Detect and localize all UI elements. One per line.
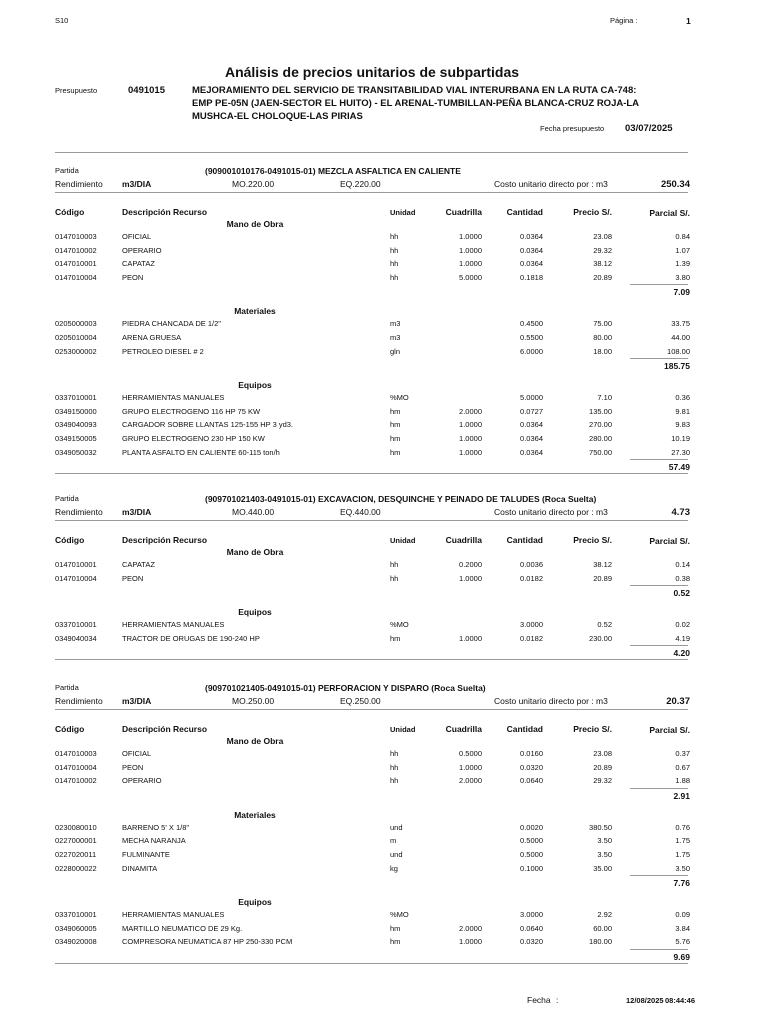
cell-parcial: 44.00: [671, 333, 690, 342]
cell-cantidad: 0.0640: [520, 923, 543, 933]
cell-cantidad: 3.0000: [520, 910, 543, 920]
cell-descripcion: GRUPO ELECTROGENO 230 HP 150 KW: [122, 434, 265, 443]
cell-codigo: 0147010003: [55, 232, 97, 241]
cell-unidad: m3: [390, 333, 401, 342]
cell-unidad: %MO: [390, 910, 409, 920]
cell-codigo: 0147010002: [55, 245, 97, 255]
cell-unidad: hh: [390, 560, 399, 569]
costo-value: 250.34: [660, 179, 690, 190]
mo-value: MO.440.00: [232, 507, 275, 517]
cell-cantidad: 0.5000: [520, 836, 543, 846]
cell-unidad: hm: [390, 420, 401, 430]
cell-cuadrilla: 0.2000: [459, 560, 482, 569]
group-total: 7.09: [673, 287, 690, 298]
col-codigo: Código: [55, 207, 85, 217]
cell-codigo: 0227000001: [55, 836, 97, 846]
cell-parcial: 0.84: [675, 232, 690, 241]
costo-value: 4.73: [671, 507, 690, 518]
rendimiento-label: Rendimiento: [55, 507, 103, 517]
cell-precio: 23.08: [593, 749, 612, 758]
cell-cuadrilla: 1.0000: [459, 573, 482, 583]
cell-cantidad: 0.0364: [520, 245, 543, 255]
group-total-rule: [630, 875, 688, 876]
group-total-rule: [630, 645, 688, 646]
col-parcial: Parcial S/.: [649, 536, 690, 546]
cell-parcial: 9.81: [675, 406, 690, 416]
rendimiento-unit: m3/DIA: [122, 507, 152, 517]
cell-unidad: hh: [390, 232, 399, 241]
eq-value: EQ.220.00: [340, 179, 381, 189]
cell-cuadrilla: 0.5000: [459, 749, 482, 758]
footer-fecha-label: Fecha: [527, 995, 551, 1005]
cell-descripcion: HERRAMIENTAS MANUALES: [122, 620, 225, 630]
footer-colon: :: [556, 995, 559, 1005]
col-cantidad: Cantidad: [506, 724, 543, 734]
cell-parcial: 0.67: [675, 762, 690, 772]
group-title: Materiales: [234, 809, 276, 820]
partida-label: Partida: [55, 494, 79, 503]
cell-codigo: 0349020008: [55, 937, 97, 947]
cell-descripcion: PEON: [122, 573, 144, 583]
partida-divider: [55, 709, 688, 710]
group-total-rule: [630, 358, 688, 359]
cell-codigo: 0147010004: [55, 762, 97, 772]
cell-codigo: 0147010002: [55, 776, 97, 786]
cell-descripcion: COMPRESORA NEUMATICA 87 HP 250-330 PCM: [122, 937, 293, 947]
cell-codigo: 0230080010: [55, 822, 97, 832]
group-title: Mano de Obra: [226, 219, 284, 229]
cell-cuadrilla: 1.0000: [459, 434, 482, 443]
cell-cantidad: 0.0727: [520, 406, 543, 416]
cell-cantidad: 0.0364: [520, 259, 543, 269]
group-total: 9.69: [673, 952, 690, 962]
cell-precio: 38.12: [593, 560, 612, 569]
cell-descripcion: TRACTOR DE ORUGAS DE 190-240 HP: [122, 633, 260, 643]
cell-precio: 23.08: [593, 232, 612, 241]
footer-date: 12/08/2025: [626, 996, 664, 1005]
cell-parcial: 108.00: [667, 346, 690, 356]
cell-precio: 280.00: [589, 434, 612, 443]
cell-precio: 18.00: [593, 346, 612, 356]
cell-unidad: und: [390, 850, 403, 859]
cell-unidad: %MO: [390, 393, 409, 403]
rendimiento-unit: m3/DIA: [122, 179, 152, 189]
col-descripcion: Descripción Recurso: [122, 724, 208, 734]
cell-unidad: hm: [390, 633, 401, 643]
cell-cantidad: 0.0160: [520, 749, 543, 758]
cell-descripcion: PEON: [122, 272, 144, 282]
presupuesto-code: 0491015: [128, 85, 165, 96]
cell-cantidad: 0.0364: [520, 434, 543, 443]
cell-descripcion: CARGADOR SOBRE LLANTAS 125-155 HP 3 yd3.: [122, 420, 294, 430]
cell-cantidad: 5.0000: [520, 393, 543, 403]
partida-label: Partida: [55, 166, 79, 175]
partida-title: (909701021403-0491015-01) EXCAVACION, DESQUINCHE Y PEINADO DE TALUDES (Roca Suelta): [205, 494, 597, 504]
cell-unidad: hh: [390, 762, 399, 772]
cell-descripcion: OPERARIO: [122, 245, 162, 255]
cell-cantidad: 0.4500: [520, 319, 543, 329]
cell-precio: 2.92: [597, 910, 612, 920]
col-precio: Precio S/.: [573, 207, 612, 217]
cell-codigo: 0349150005: [55, 434, 97, 443]
cell-precio: 20.89: [593, 762, 612, 772]
eq-value: EQ.440.00: [340, 507, 381, 517]
group-total-rule: [630, 459, 688, 460]
cell-parcial: 1.07: [675, 245, 690, 255]
partida-divider: [55, 520, 688, 521]
col-unidad: Unidad: [390, 536, 416, 545]
cell-codigo: 0253000002: [55, 346, 97, 356]
cell-cuadrilla: 1.0000: [459, 259, 482, 269]
presupuesto-desc-line-1: MEJORAMIENTO DEL SERVICIO DE TRANSITABILIDAD VIAL INTERURBANA EN LA RUTA CA-748:: [192, 85, 637, 96]
cell-codigo: 0147010001: [55, 259, 97, 269]
presupuesto-label: Presupuesto: [55, 86, 98, 95]
group-total: 2.91: [673, 790, 690, 801]
cell-unidad: hh: [390, 259, 399, 269]
cell-descripcion: BARRENO 5' X 1/8": [122, 822, 190, 832]
cell-precio: 20.89: [593, 272, 612, 282]
cell-precio: 0.52: [597, 620, 612, 630]
costo-label: Costo unitario directo por : m3: [494, 696, 608, 706]
cell-cantidad: 0.0182: [520, 633, 543, 643]
group-total-rule: [630, 949, 688, 950]
cell-descripcion: DINAMITA: [122, 863, 158, 873]
cell-precio: 75.00: [593, 319, 612, 329]
cell-descripcion: CAPATAZ: [122, 259, 155, 269]
partida-end-divider: [55, 659, 688, 660]
cell-codigo: 0227020011: [55, 850, 97, 859]
cell-precio: 380.50: [589, 822, 612, 832]
cell-precio: 180.00: [589, 937, 612, 947]
cell-unidad: hh: [390, 272, 399, 282]
cell-descripcion: CAPATAZ: [122, 560, 155, 569]
cell-parcial: 27.30: [671, 447, 690, 457]
col-unidad: Unidad: [390, 725, 416, 734]
group-total: 7.76: [673, 878, 690, 889]
cell-cantidad: 0.0036: [520, 560, 543, 569]
cell-cuadrilla: 2.0000: [459, 923, 482, 933]
costo-label: Costo unitario directo por : m3: [494, 507, 608, 517]
cell-codigo: 0337010001: [55, 620, 97, 630]
cell-cantidad: 0.0182: [520, 573, 543, 583]
cell-unidad: hh: [390, 245, 399, 255]
partida-divider: [55, 192, 688, 193]
footer-time: 08:44:46: [665, 996, 696, 1005]
mo-value: MO.250.00: [232, 696, 275, 706]
cell-unidad: hm: [390, 937, 401, 947]
cell-parcial: 0.38: [675, 573, 690, 583]
col-parcial: Parcial S/.: [649, 725, 690, 735]
cell-descripcion: GRUPO ELECTROGENO 116 HP 75 KW: [122, 406, 261, 416]
cell-cantidad: 0.0020: [520, 822, 543, 832]
group-total: 57.49: [668, 462, 690, 473]
col-descripcion: Descripción Recurso: [122, 535, 208, 545]
fecha-presupuesto-label: Fecha presupuesto: [540, 124, 605, 133]
cell-unidad: hh: [390, 749, 399, 758]
cell-precio: 270.00: [589, 420, 612, 430]
cell-codigo: 0147010004: [55, 272, 97, 282]
cell-unidad: m3: [390, 319, 401, 329]
cell-codigo: 0349060005: [55, 923, 97, 933]
cell-descripcion: HERRAMIENTAS MANUALES: [122, 393, 225, 403]
cell-precio: 35.00: [593, 863, 612, 873]
cell-precio: 7.10: [597, 393, 612, 403]
cell-descripcion: FULMINANTE: [122, 850, 170, 859]
cell-precio: 38.12: [593, 259, 612, 269]
col-precio: Precio S/.: [573, 535, 612, 545]
cell-cuadrilla: 2.0000: [459, 406, 482, 416]
cell-cuadrilla: 5.0000: [459, 272, 482, 282]
cell-unidad: hh: [390, 776, 399, 786]
costo-value: 20.37: [666, 696, 690, 707]
cell-codigo: 0205010004: [55, 333, 97, 342]
cell-unidad: %MO: [390, 620, 409, 630]
cell-unidad: kg: [390, 863, 398, 873]
fecha-presupuesto: 03/07/2025: [625, 123, 673, 134]
cell-unidad: m: [390, 836, 397, 846]
col-cuadrilla: Cuadrilla: [445, 207, 482, 217]
cell-descripcion: OPERARIO: [122, 776, 162, 786]
cell-unidad: hm: [390, 923, 401, 933]
cell-codigo: 0349150000: [55, 406, 97, 416]
partida-title: (909001010176-0491015-01) MEZCLA ASFALTICA EN CALIENTE: [205, 166, 461, 176]
cell-unidad: und: [390, 822, 403, 832]
cell-parcial: 1.39: [675, 259, 690, 269]
col-cantidad: Cantidad: [506, 207, 543, 217]
cell-codigo: 0147010004: [55, 573, 97, 583]
cell-codigo: 0337010001: [55, 393, 97, 403]
col-unidad: Unidad: [390, 208, 416, 217]
cell-descripcion: ARENA GRUESA: [122, 333, 182, 342]
cell-cantidad: 0.0364: [520, 420, 543, 430]
cell-descripcion: OFICIAL: [122, 232, 152, 241]
cell-descripcion: PEON: [122, 762, 144, 772]
cell-precio: 80.00: [593, 333, 612, 342]
group-total-rule: [630, 585, 688, 586]
cell-parcial: 4.19: [675, 633, 690, 643]
cell-cantidad: 0.5500: [520, 333, 543, 342]
col-parcial: Parcial S/.: [649, 208, 690, 218]
partida-title: (909701021405-0491015-01) PERFORACION Y DISPARO (Roca Suelta): [205, 683, 486, 693]
group-total: 185.75: [664, 361, 690, 372]
cell-cantidad: 0.0364: [520, 447, 543, 457]
costo-label: Costo unitario directo por : m3: [494, 179, 608, 189]
cell-cantidad: 0.1000: [520, 863, 543, 873]
cell-descripcion: OFICIAL: [122, 749, 152, 758]
cell-unidad: hh: [390, 573, 399, 583]
cell-parcial: 10.19: [671, 434, 690, 443]
cell-cuadrilla: 1.0000: [459, 245, 482, 255]
cell-parcial: 0.36: [675, 393, 690, 403]
cell-precio: 230.00: [589, 633, 612, 643]
presupuesto-desc-line-2: EMP PE-05N (JAEN-SECTOR EL HUITO) - EL ARENAL-TUMBILLAN-PEÑA BLANCA-CRUZ ROJA-LA: [192, 98, 640, 109]
cell-precio: 135.00: [589, 406, 612, 416]
cell-cuadrilla: 2.0000: [459, 776, 482, 786]
group-title: Mano de Obra: [226, 547, 284, 557]
group-title: Equipos: [238, 380, 272, 391]
cell-codigo: 0337010001: [55, 910, 97, 920]
cell-precio: 3.50: [597, 836, 612, 846]
cell-parcial: 9.83: [675, 420, 690, 430]
mo-value: MO.220.00: [232, 179, 275, 189]
cell-descripcion: MECHA NARANJA: [122, 836, 186, 846]
cell-cuadrilla: 1.0000: [459, 633, 482, 643]
cell-cantidad: 3.0000: [520, 620, 543, 630]
cell-cantidad: 0.0640: [520, 776, 543, 786]
cell-cantidad: 0.0364: [520, 232, 543, 241]
cell-descripcion: PETROLEO DIESEL # 2: [122, 346, 204, 356]
group-title: Materiales: [234, 306, 276, 317]
system-code: S10: [55, 16, 69, 25]
cell-unidad: hm: [390, 447, 401, 457]
page-label: Página :: [610, 16, 638, 25]
cell-unidad: hm: [390, 406, 401, 416]
group-title: Equipos: [238, 897, 272, 908]
cell-unidad: gln: [390, 346, 401, 356]
group-total-rule: [630, 788, 688, 789]
cell-precio: 3.50: [597, 850, 612, 859]
col-cantidad: Cantidad: [506, 535, 543, 545]
cell-codigo: 0228000022: [55, 863, 97, 873]
col-cuadrilla: Cuadrilla: [445, 535, 482, 545]
cell-parcial: 3.84: [675, 923, 690, 933]
cell-precio: 29.32: [593, 245, 612, 255]
cell-parcial: 0.02: [675, 620, 690, 630]
partida-end-divider: [55, 473, 688, 474]
cell-codigo: 0349040034: [55, 633, 97, 643]
partida-label: Partida: [55, 683, 79, 692]
cell-precio: 29.32: [593, 776, 612, 786]
cell-cantidad: 0.5000: [520, 850, 543, 859]
cell-parcial: 0.37: [675, 749, 690, 758]
cell-descripcion: HERRAMIENTAS MANUALES: [122, 910, 225, 920]
cell-codigo: 0349040093: [55, 420, 97, 430]
cell-codigo: 0147010001: [55, 560, 97, 569]
rendimiento-label: Rendimiento: [55, 179, 103, 189]
cell-parcial: 3.80: [675, 272, 690, 282]
cell-descripcion: MARTILLO NEUMATICO DE 29 Kg.: [122, 923, 243, 933]
cell-cuadrilla: 1.0000: [459, 447, 482, 457]
group-total: 0.52: [673, 588, 690, 599]
cell-unidad: hm: [390, 434, 401, 443]
cell-parcial: 3.50: [675, 863, 690, 873]
cell-parcial: 5.76: [675, 937, 690, 947]
cell-cantidad: 6.0000: [520, 346, 543, 356]
cell-parcial: 33.75: [671, 319, 690, 329]
page-number: 1: [686, 16, 691, 26]
cell-precio: 20.89: [593, 573, 612, 583]
group-title: Equipos: [238, 607, 272, 618]
cell-parcial: 1.88: [675, 776, 690, 786]
cell-descripcion: PIEDRA CHANCADA DE 1/2": [122, 319, 221, 329]
cell-cuadrilla: 1.0000: [459, 762, 482, 772]
partida-end-divider: [55, 963, 688, 964]
eq-value: EQ.250.00: [340, 696, 381, 706]
cell-parcial: 1.75: [675, 850, 690, 859]
cell-cuadrilla: 1.0000: [459, 937, 482, 947]
col-precio: Precio S/.: [573, 724, 612, 734]
cell-cantidad: 0.0320: [520, 762, 543, 772]
cell-cantidad: 0.0320: [520, 937, 543, 947]
cell-cantidad: 0.1818: [520, 272, 543, 282]
col-descripcion: Descripción Recurso: [122, 207, 208, 217]
cell-codigo: 0147010003: [55, 749, 97, 758]
group-total-rule: [630, 284, 688, 285]
cell-codigo: 0205000003: [55, 319, 97, 329]
cell-cuadrilla: 1.0000: [459, 420, 482, 430]
cell-codigo: 0349050032: [55, 447, 97, 457]
cell-precio: 60.00: [593, 923, 612, 933]
rendimiento-label: Rendimiento: [55, 696, 103, 706]
group-total: 4.20: [673, 648, 690, 659]
header-divider: [55, 152, 688, 153]
cell-parcial: 1.75: [675, 836, 690, 846]
cell-precio: 750.00: [589, 447, 612, 457]
col-cuadrilla: Cuadrilla: [445, 724, 482, 734]
cell-descripcion: PLANTA ASFALTO EN CALIENTE 60-115 ton/h: [122, 447, 280, 457]
cell-parcial: 0.14: [675, 560, 690, 569]
col-codigo: Código: [55, 535, 85, 545]
cell-parcial: 0.76: [675, 822, 690, 832]
cell-parcial: 0.09: [675, 910, 690, 920]
rendimiento-unit: m3/DIA: [122, 696, 152, 706]
col-codigo: Código: [55, 724, 85, 734]
page-title: Análisis de precios unitarios de subpartidas: [224, 64, 520, 80]
presupuesto-desc-line-3: MUSHCA-EL CHOLOQUE-LAS PIRIAS: [192, 111, 363, 122]
group-title: Mano de Obra: [226, 736, 284, 746]
cell-cuadrilla: 1.0000: [459, 232, 482, 241]
